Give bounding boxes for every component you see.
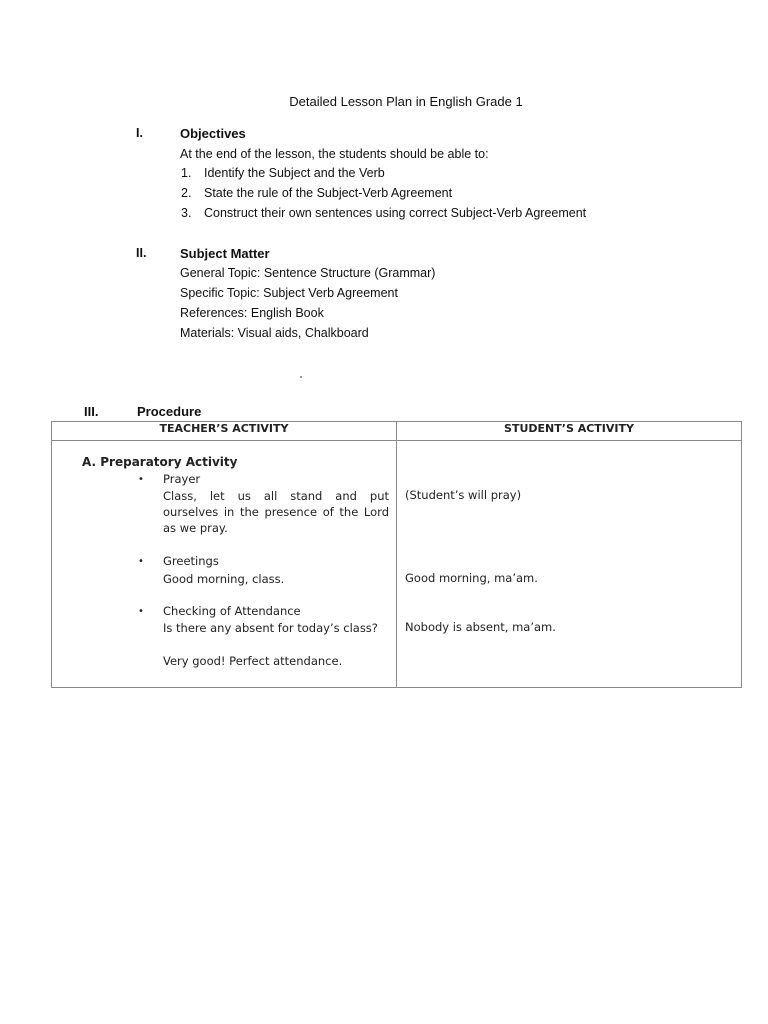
table-row [52,441,742,688]
bullet-icon: • [138,556,144,567]
objectives-intro: At the end of the lesson, the students should be able to: [180,147,489,161]
procedure-heading: Procedure [137,404,202,419]
greetings-teacher-text: Good morning, class. [163,572,285,586]
subject-matter-roman: II. [136,246,147,260]
prayer-title: Prayer [163,472,201,486]
table-header-row [52,422,742,441]
objective-item-2 [181,186,452,200]
attendance-teacher-text: Is there any absent for today’s class? [163,621,378,635]
objective-number: 1. [181,166,192,180]
teacher-activity-cell [52,441,397,688]
prayer-student-text: (Student’s will pray) [405,488,522,502]
procedure-table [51,421,742,688]
objective-number: 3. [181,206,192,220]
attendance-title: Checking of Attendance [163,604,301,618]
objective-text: Construct their own sentences using correct Subject-Verb Agreement [204,206,587,220]
attendance-teacher-text-2: Very good! Perfect attendance. [163,654,343,668]
objective-item-1 [181,166,385,180]
document-title: Detailed Lesson Plan in English Grade 1 [289,94,523,109]
objectives-heading: Objectives [180,126,246,141]
prayer-teacher-text: Class, let us all stand and put ourselves in the presence of the Lord as we pray. [163,489,389,535]
greetings-title: Greetings [163,554,219,568]
student-activity-cell [397,441,742,688]
objective-text: State the rule of the Subject-Verb Agreement [204,186,453,200]
objective-text: Identify the Subject and the Verb [204,166,385,180]
references: References: English Book [180,306,324,320]
objective-item-3 [181,206,586,220]
bullet-icon: • [138,474,144,485]
subject-matter-heading: Subject Matter [180,246,270,261]
preparatory-activity-heading: A. Preparatory Activity [82,455,238,469]
procedure-roman: III. [84,404,99,419]
teacher-activity-header: TEACHER’S ACTIVITY [52,422,397,441]
bullet-icon: • [138,606,144,617]
general-topic: General Topic: Sentence Structure (Grammar) [180,266,436,280]
student-activity-header: STUDENT’S ACTIVITY [397,422,742,441]
greetings-student-text: Good morning, ma’am. [405,571,538,585]
objective-number: 2. [181,186,192,200]
objectives-roman: I. [136,126,143,140]
attendance-student-text: Nobody is absent, ma’am. [405,620,556,634]
materials: Materials: Visual aids, Chalkboard [180,326,369,340]
stray-mark [300,376,302,378]
specific-topic: Specific Topic: Subject Verb Agreement [180,286,398,300]
